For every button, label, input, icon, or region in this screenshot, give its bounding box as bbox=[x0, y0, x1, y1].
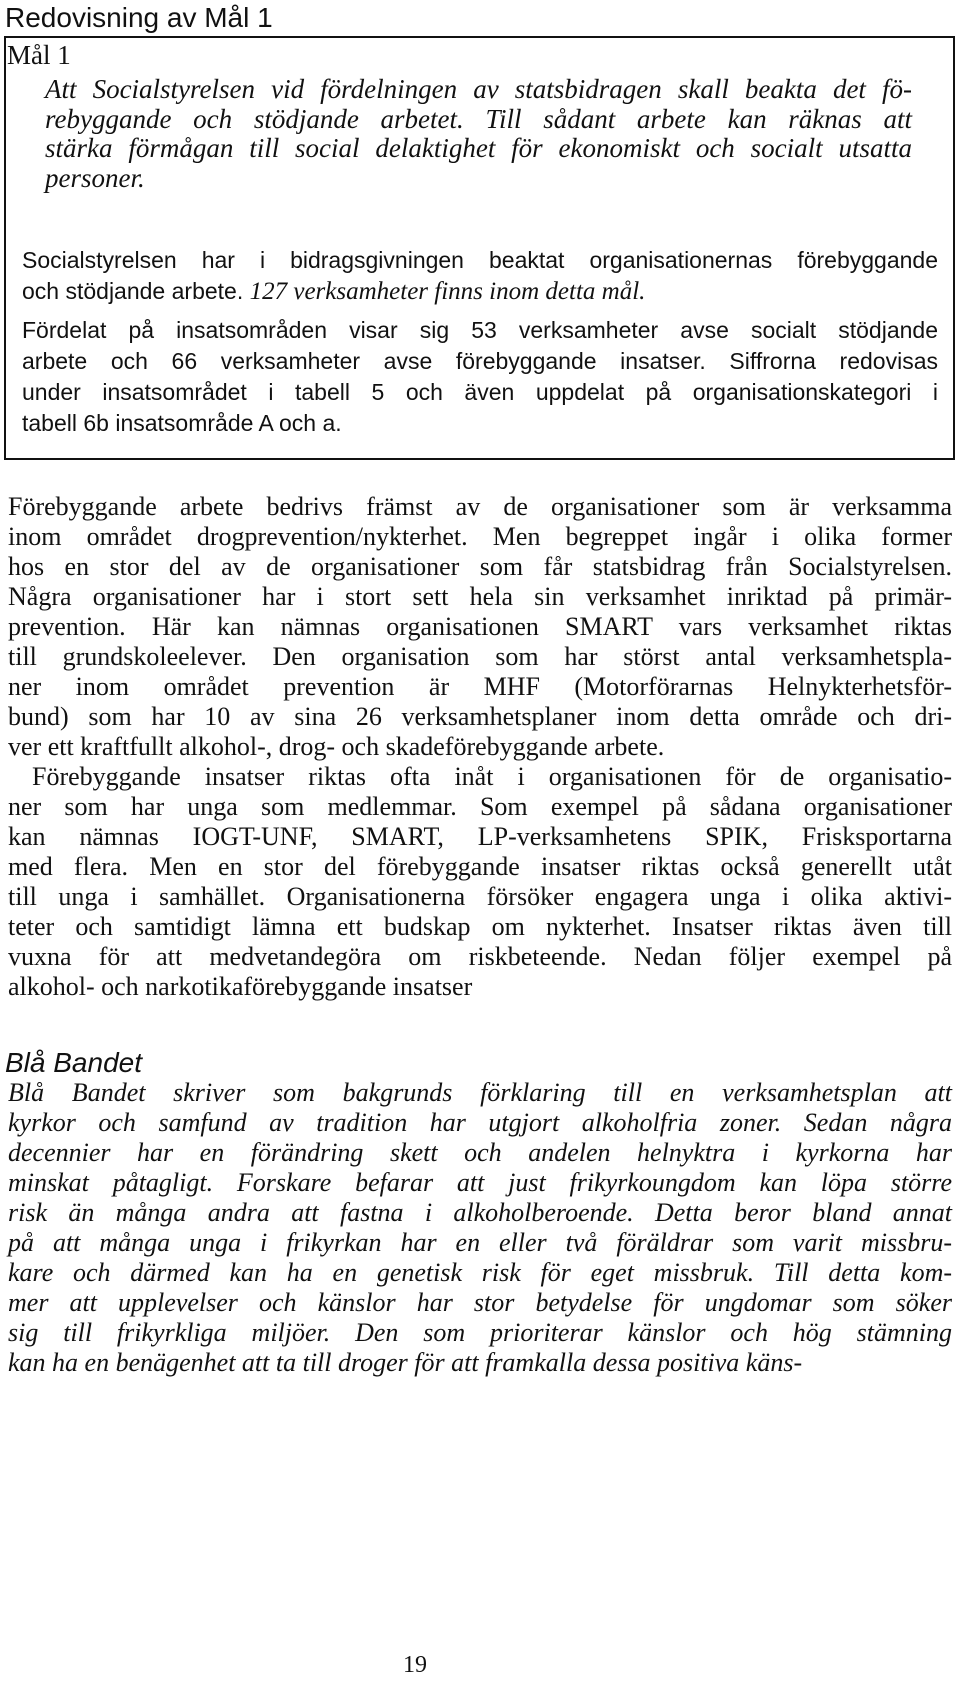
body-line: kan nämnas IOGT-UNF, SMART, LP-verksamhetens SPIK, Frisksportarna bbox=[8, 822, 952, 851]
goal-text bbox=[45, 75, 912, 194]
body-line: till unga i samhället. Organisationerna försöker engagera unga i olika aktivi- bbox=[8, 882, 952, 911]
summary-paragraph bbox=[22, 245, 938, 307]
page-title: Redovisning av Mål 1 bbox=[5, 2, 273, 33]
body-line: till grundskoleelever. Den organisation som har störst antal verksamhetspla- bbox=[8, 642, 952, 671]
section-line: Blå Bandet skriver som bakgrunds förklaring till en verksamhetsplan att bbox=[8, 1078, 952, 1107]
body-line: ver ett kraftfullt alkohol-, drog- och skadeförebyggande arbete. bbox=[8, 732, 665, 761]
summary-line: tabell 6b insatsområde A och a. bbox=[22, 410, 342, 436]
body-line: alkohol- och narkotikaförebyggande insatser bbox=[8, 972, 473, 1001]
summary-line: arbete och 66 verksamheter avse förebyggande insatser. Siffrorna redovisas bbox=[22, 348, 938, 374]
body-line: vuxna för att medvetandegöra om riskbeteende. Nedan följer exempel på bbox=[8, 942, 952, 971]
body-line: hos en stor del av de organisationer som får statsbidrag från Socialstyrelsen. bbox=[8, 552, 952, 581]
summary-count-statement: 127 verksamheter finns inom detta mål. bbox=[249, 278, 646, 305]
section-line: mer att upplevelser och känslor har stor betydelse för ungdomar som söker bbox=[8, 1288, 952, 1317]
section-line: kare och därmed kan ha en genetisk risk för eget missbruk. Till detta kom- bbox=[8, 1258, 952, 1287]
body-line: med flera. Men en stor del förebyggande insatser riktas också generellt utåt bbox=[8, 852, 952, 881]
body-line: inom området drogprevention/nykterhet. Men begreppet ingår i olika former bbox=[8, 522, 952, 551]
section-line: minskat påtagligt. Forskare befarar att just frikyrkoungdom kan löpa större bbox=[8, 1168, 952, 1197]
body-line: ner som har unga som medlemmar. Som exempel på sådana organisationer bbox=[8, 792, 952, 821]
goal-text-line: personer. bbox=[45, 163, 145, 194]
body-line: prevention. Här kan nämnas organisationen SMART vars verksamhet riktas bbox=[8, 612, 952, 641]
summary-line bbox=[22, 276, 938, 307]
body-line: teter och samtidigt lämna ett budskap om nykterhet. Insatser riktas även till bbox=[8, 912, 952, 941]
summary-line-text: och stödjande arbete. bbox=[22, 278, 244, 304]
summary-line: Socialstyrelsen har i bidragsgivningen beaktat organisationernas förebyggande bbox=[22, 247, 938, 273]
section-line: risk än många andra att fastna i alkoholberoende. Detta beror bland annat bbox=[8, 1198, 952, 1227]
summary-line: under insatsområdet i tabell 5 och även uppdelat på organisationskategori i bbox=[22, 379, 938, 405]
body-text bbox=[8, 492, 952, 1002]
goal-text-line: stärka förmågan till social delaktighet för ekonomiskt och socialt utsatta bbox=[45, 133, 912, 164]
section-text bbox=[8, 1078, 952, 1378]
summary-line: Fördelat på insatsområden visar sig 53 verksamheter avse socialt stödjande bbox=[22, 317, 938, 343]
body-line: bund) som har 10 av sina 26 verksamhetsplaner inom detta område och dri- bbox=[8, 702, 952, 731]
summary-paragraph bbox=[22, 315, 938, 439]
section-line: sig till frikyrkliga miljöer. Den som prioriterar känslor och hög stämning bbox=[8, 1318, 952, 1347]
section-line: kyrkor och samfund av tradition har utgjort alkoholfria zoner. Sedan några bbox=[8, 1108, 952, 1137]
body-line: Förebyggande arbete bedrivs främst av de organisationer som är verksamma bbox=[8, 492, 952, 521]
goal-label: Mål 1 bbox=[7, 40, 71, 70]
goal-text-line: rebyggande och stödjande arbetet. Till sådant arbete kan räknas att bbox=[45, 103, 912, 134]
section-line: decennier har en förändring skett och andelen helnyktra i kyrkorna har bbox=[8, 1138, 952, 1167]
section-title: Blå Bandet bbox=[5, 1047, 142, 1078]
section-line: kan ha en benägenhet att ta till droger för att framkalla dessa positiva käns- bbox=[8, 1348, 803, 1377]
goal-text-line: Att Socialstyrelsen vid fördelningen av statsbidragen skall beakta det fö- bbox=[45, 74, 912, 104]
body-line: ner inom området prevention är MHF (Motorförarnas Helnykterhetsför- bbox=[8, 672, 952, 701]
section-line: på att många unga i frikyrkan har en eller två föräldrar som varit missbru- bbox=[8, 1228, 952, 1257]
body-line: Förebyggande insatser riktas ofta inåt i organisationen för de organisatio- bbox=[32, 762, 952, 791]
body-line: Några organisationer har i stort sett hela sin verksamhet inriktad på primär- bbox=[8, 582, 952, 611]
page-number: 19 bbox=[403, 1652, 427, 1678]
